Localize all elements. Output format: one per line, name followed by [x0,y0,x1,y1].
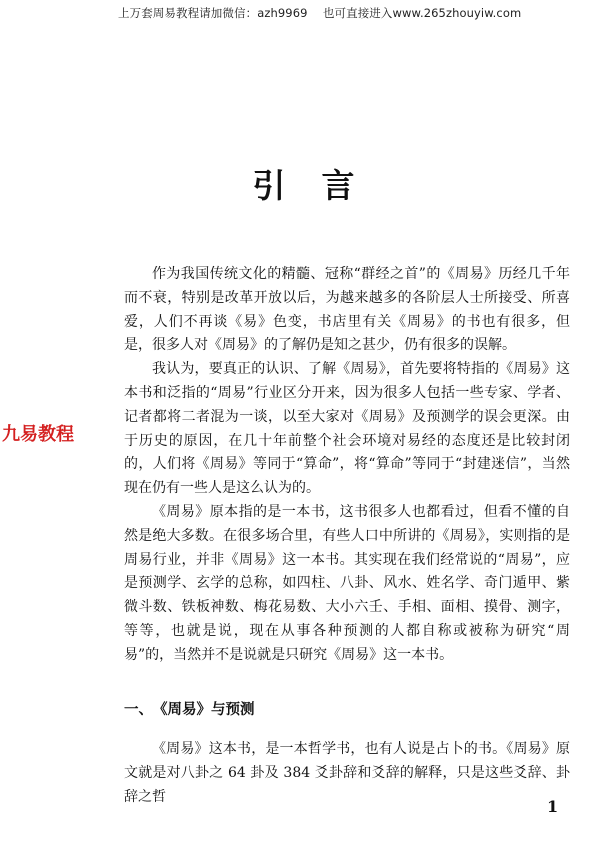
paragraph: 《周易》原本指的是一本书，这书很多人也都看过，但看不懂的自然是绝大多数。在很多场合里，有些人口中所讲的《周易》，实则指的是周易行业，并非《周易》这一本书。其实现在我们经常说的“周易”，应是预测学、玄学的总称，如四柱、八卦、风水、姓名学、奇门遁甲、紫微斗数、铁板神数、梅花易数、大小六壬、手相、面相、摸骨、测字，等等，也就是说，现在从事各种预测的人都自称或被称为研究“周易”的，当然并不是说就是只研究《周易》这一本书。 [124,503,570,663]
section-text [124,738,570,809]
paragraph: 我认为，要真正的认识、了解《周易》，首先要将特指的《周易》这本书和泛指的“周易”行业区分开来，因为很多人包括一些专家、学者、记者都将二者混为一谈，以至大家对《周易》及预测学的误会更深。由于历史的原因，在几十年前整个社会环境对易经的态度还是比较封闭的，人们将《周易》等同于“算命”，将“算命”等同于“封建迷信”，当然现在仍有一些人是这么认为的。 [124,361,570,497]
page-number: 1 [547,797,559,816]
page-title: 引言 [252,166,391,205]
paragraph: 《周易》这本书，是一本哲学书，也有人说是占卜的书。《周易》原文就是对八卦之 64 卦及 384 爻卦辞和爻辞的解释，只是这些爻辞、卦辞之哲 [124,741,570,805]
header-watermark: 上万套周易教程请加微信：azh9969 也可直接进入www.265zhouyiw.com [118,6,522,20]
section-heading: 一、 《周易》与预测 [124,702,255,718]
intro-text [124,263,570,668]
paragraph: 作为我国传统文化的精髓、冠称“群经之首”的《周易》历经几千年而不衰，特别是改革开放以后，为越来越多的各阶层人士所接受、所喜爱，人们不再谈《易》色变，书店里有关《周易》的书也有很多，但是，很多人对《周易》的了解仍是知之甚少，仍有很多的误解。 [124,266,570,354]
side-stamp: 九易教程 [2,424,74,445]
